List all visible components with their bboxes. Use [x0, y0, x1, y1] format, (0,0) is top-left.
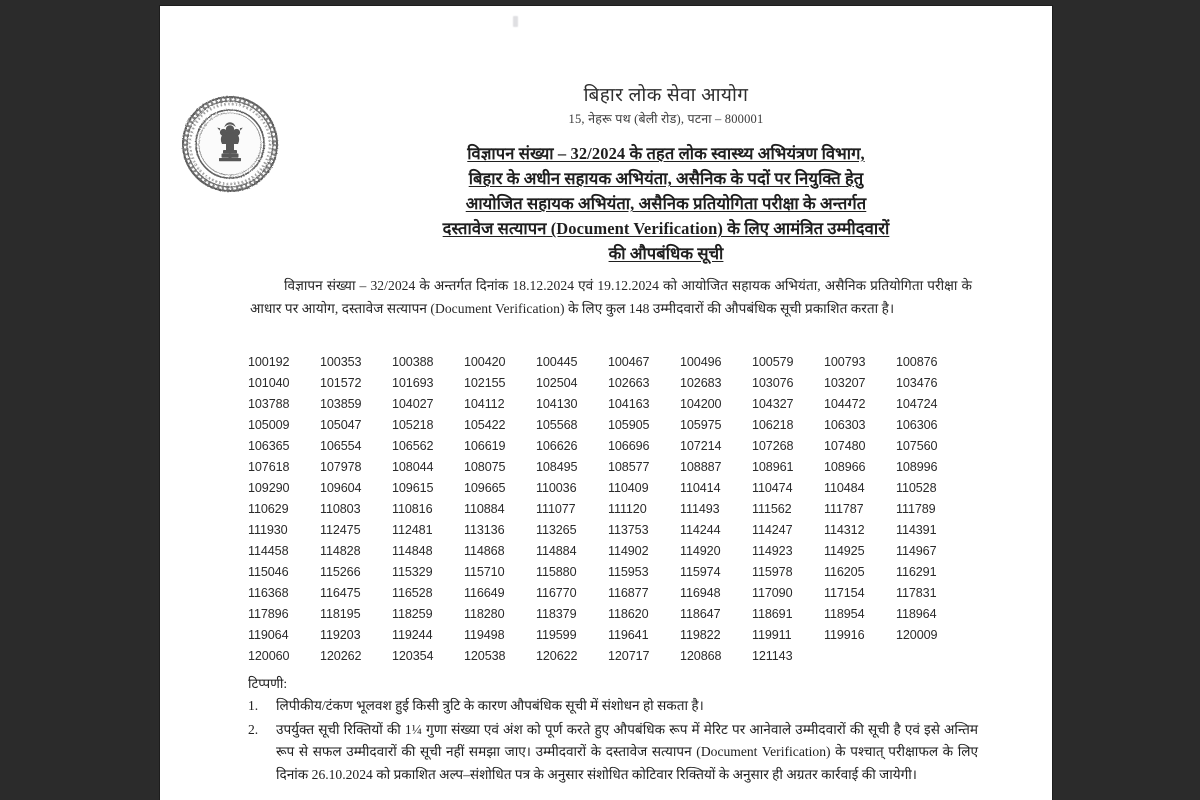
- roll-number: 100192: [248, 354, 290, 369]
- roll-number: 118964: [896, 606, 937, 621]
- roll-number: 104130: [536, 396, 578, 411]
- notes-section: [248, 674, 978, 787]
- roll-number: 104027: [392, 396, 434, 411]
- roll-number: 113136: [464, 522, 505, 537]
- roll-number: 116948: [680, 585, 721, 600]
- roll-number: 103207: [824, 375, 866, 390]
- roll-number: 111120: [608, 501, 647, 516]
- roll-number: 117831: [896, 585, 937, 600]
- roll-number: 100445: [536, 354, 578, 369]
- roll-number: 120354: [392, 648, 434, 663]
- roll-number: 106303: [824, 417, 866, 432]
- roll-number: 110474: [752, 480, 793, 495]
- roll-number: 119498: [464, 627, 505, 642]
- roll-number: 110803: [320, 501, 361, 516]
- note-text: उपर्युक्त सूची रिक्तियों की 1¼ गुणा संख्या एवं अंश को पूर्ण करते हुए औपबंधिक रूप में मेरिट पर आनेवाले उम्मीदवारों की सूची है एवं इसे अन्तिम रूप से सफल उम्मीदवारों की सूची नहीं समझा जाए। उम्मीदवारों के दस्तावेज सत्यापन (Document Verification) के पश्चात् परीक्षाफल के लिए दिनांक 26.10.2024 को प्रकाशित अल्प–संशोधित पत्र के अनुसार संशोधित कोटिवार रिक्तियों के अनुसार ही अग्रतर कार्रवाई की जायेगी।: [276, 721, 978, 782]
- roll-number: 119911: [752, 627, 792, 642]
- roll-number: 115046: [248, 564, 289, 579]
- roll-number: 105218: [392, 417, 434, 432]
- roll-number: 100388: [392, 354, 434, 369]
- roll-number: 111787: [824, 501, 864, 516]
- roll-number: 118620: [608, 606, 649, 621]
- roll-number-row: [248, 351, 978, 372]
- roll-number: 100353: [320, 354, 362, 369]
- roll-number: 118954: [824, 606, 865, 621]
- roll-number: 107480: [824, 438, 866, 453]
- roll-number: 118691: [752, 606, 793, 621]
- roll-number: 102683: [680, 375, 722, 390]
- roll-number: 119916: [824, 627, 865, 642]
- roll-number: 101572: [320, 375, 362, 390]
- roll-number: 116291: [896, 564, 937, 579]
- scan-artifact-speck: [513, 16, 518, 27]
- roll-number-row: [248, 393, 978, 414]
- roll-number-row: [248, 519, 978, 540]
- roll-number: 119599: [536, 627, 577, 642]
- roll-number: 120262: [320, 648, 362, 663]
- bpsc-seal-emblem-icon: [178, 92, 282, 196]
- roll-number: 120868: [680, 648, 722, 663]
- roll-number: 103788: [248, 396, 290, 411]
- roll-number: 106562: [392, 438, 434, 453]
- roll-number: 106619: [464, 438, 506, 453]
- roll-number: 111930: [248, 522, 288, 537]
- roll-number-row: [248, 540, 978, 561]
- roll-number: 103859: [320, 396, 362, 411]
- roll-number: 102155: [464, 375, 506, 390]
- notice-title-line-3: आयोजित सहायक अभियंता, असैनिक प्रतियोगिता परीक्षा के अन्तर्गत: [465, 193, 867, 213]
- note-text: लिपीकीय/टंकण भूलवश हुई किसी त्रुटि के कारण औपबंधिक सूची में संशोधन हो सकता है।: [276, 698, 704, 713]
- roll-number: 118280: [464, 606, 505, 621]
- roll-number: 107618: [248, 459, 290, 474]
- roll-number: 104200: [680, 396, 722, 411]
- roll-number: 116528: [392, 585, 433, 600]
- roll-number-row: [248, 624, 978, 645]
- roll-number: 104112: [464, 396, 505, 411]
- roll-number: 114920: [680, 543, 721, 558]
- roll-number: 112475: [320, 522, 361, 537]
- roll-number: 120009: [896, 627, 938, 642]
- roll-number: 110414: [680, 480, 721, 495]
- roll-number: 116205: [824, 564, 865, 579]
- organization-address: 15, नेहरू पथ (बेली रोड), पटना – 800001: [568, 111, 764, 126]
- roll-number: 120622: [536, 648, 578, 663]
- roll-number: 109665: [464, 480, 506, 495]
- roll-number: 117154: [824, 585, 865, 600]
- roll-number: 110036: [536, 480, 577, 495]
- emblem-container: [160, 84, 300, 196]
- roll-number: 119822: [680, 627, 721, 642]
- roll-number: 108887: [680, 459, 722, 474]
- roll-number: 104327: [752, 396, 794, 411]
- roll-number: 105047: [320, 417, 362, 432]
- note-item: [248, 695, 978, 718]
- roll-number: 105422: [464, 417, 506, 432]
- roll-number: 118259: [392, 606, 433, 621]
- roll-number: 118647: [680, 606, 721, 621]
- roll-number: 108966: [824, 459, 866, 474]
- roll-number: 118379: [536, 606, 577, 621]
- roll-number: 114902: [608, 543, 649, 558]
- roll-number: 111493: [680, 501, 720, 516]
- roll-number: 110409: [608, 480, 649, 495]
- roll-number: 106365: [248, 438, 290, 453]
- roll-number: 100579: [752, 354, 794, 369]
- note-item: [248, 719, 978, 787]
- organization-name: बिहार लोक सेवा आयोग: [583, 85, 749, 106]
- roll-number: 117896: [248, 606, 289, 621]
- roll-number: 116877: [608, 585, 649, 600]
- roll-number: 110528: [896, 480, 937, 495]
- roll-number: 121143: [752, 648, 793, 663]
- roll-number: 114967: [896, 543, 937, 558]
- roll-number: 113265: [536, 522, 577, 537]
- scanned-document-page: [160, 6, 1052, 800]
- roll-number: 120060: [248, 648, 290, 663]
- roll-number: 116649: [464, 585, 505, 600]
- roll-number: 100793: [824, 354, 866, 369]
- roll-number: 106554: [320, 438, 362, 453]
- roll-number: 114884: [536, 543, 577, 558]
- roll-number: 107560: [896, 438, 938, 453]
- roll-number-row: [248, 582, 978, 603]
- header-text-block: [300, 84, 1052, 266]
- note-number: 1.: [248, 698, 259, 713]
- note-number: 2.: [248, 721, 259, 737]
- roll-number: 119641: [608, 627, 649, 642]
- roll-number: 115710: [464, 564, 505, 579]
- roll-number: 119064: [248, 627, 289, 642]
- roll-number: 114925: [824, 543, 865, 558]
- roll-number: 103076: [752, 375, 794, 390]
- notice-title-line-1: विज्ञापन संख्या – 32/2024 के तहत लोक स्वास्थ्य अभियंत्रण विभाग,: [467, 143, 865, 163]
- roll-number: 104472: [824, 396, 866, 411]
- roll-number-row: [248, 561, 978, 582]
- roll-number-row: [248, 603, 978, 624]
- roll-number: 119203: [320, 627, 361, 642]
- roll-number: 108044: [392, 459, 434, 474]
- roll-number: 116475: [320, 585, 361, 600]
- roll-number: 112481: [392, 522, 433, 537]
- roll-number: 120717: [608, 648, 650, 663]
- roll-number: 110629: [248, 501, 289, 516]
- roll-number: 114391: [896, 522, 937, 537]
- document-header: [160, 84, 1052, 266]
- roll-number-list: [248, 351, 978, 666]
- roll-number: 110816: [392, 501, 433, 516]
- roll-number: 108961: [752, 459, 794, 474]
- roll-number: 101040: [248, 375, 290, 390]
- roll-number: 110484: [824, 480, 865, 495]
- roll-number: 105009: [248, 417, 290, 432]
- roll-number: 105905: [608, 417, 650, 432]
- roll-number: 106218: [752, 417, 794, 432]
- roll-number: 103476: [896, 375, 938, 390]
- roll-number: 109604: [320, 480, 362, 495]
- roll-number: 115953: [608, 564, 649, 579]
- roll-number: 115266: [320, 564, 361, 579]
- roll-number: 109615: [392, 480, 434, 495]
- roll-number: 120538: [464, 648, 506, 663]
- roll-number: 111077: [536, 501, 576, 516]
- roll-number: 108577: [608, 459, 650, 474]
- roll-number: 100420: [464, 354, 506, 369]
- roll-number: 114848: [392, 543, 433, 558]
- notice-title-line-5: की औपबंधिक सूची: [608, 244, 724, 264]
- roll-number: 118195: [320, 606, 361, 621]
- roll-number: 110884: [464, 501, 505, 516]
- roll-number: 106696: [608, 438, 650, 453]
- roll-number: 102504: [536, 375, 578, 390]
- roll-number-row: [248, 414, 978, 435]
- roll-number-row: [248, 372, 978, 393]
- roll-number: 105568: [536, 417, 578, 432]
- roll-number-row: [248, 498, 978, 519]
- roll-number: 115880: [536, 564, 577, 579]
- notice-title: [300, 141, 1032, 266]
- roll-number: 114247: [752, 522, 793, 537]
- roll-number: 102663: [608, 375, 650, 390]
- roll-number: 114312: [824, 522, 865, 537]
- roll-number: 119244: [392, 627, 433, 642]
- roll-number: 105975: [680, 417, 722, 432]
- roll-number: 100876: [896, 354, 938, 369]
- roll-number: 113753: [608, 522, 649, 537]
- roll-number: 114458: [248, 543, 289, 558]
- roll-number: 107268: [752, 438, 794, 453]
- roll-number-row: [248, 477, 978, 498]
- roll-number: 114828: [320, 543, 361, 558]
- notice-title-line-2: बिहार के अधीन सहायक अभियंता, असैनिक के पदों पर नियुक्ति हेतु: [468, 168, 864, 188]
- roll-number: 107214: [680, 438, 722, 453]
- roll-number: 111789: [896, 501, 936, 516]
- roll-number-row: [248, 435, 978, 456]
- roll-number: 115329: [392, 564, 433, 579]
- roll-number: 108075: [464, 459, 506, 474]
- roll-number: 116368: [248, 585, 289, 600]
- roll-number: 109290: [248, 480, 290, 495]
- roll-number: 108996: [896, 459, 938, 474]
- roll-number: 104163: [608, 396, 650, 411]
- roll-number: 114244: [680, 522, 721, 537]
- roll-number: 115978: [752, 564, 793, 579]
- roll-number: 115974: [680, 564, 721, 579]
- roll-number: 106306: [896, 417, 938, 432]
- roll-number: 114923: [752, 543, 793, 558]
- roll-number: 116770: [536, 585, 577, 600]
- roll-number: 100496: [680, 354, 722, 369]
- roll-number-row: [248, 645, 978, 666]
- roll-number: 107978: [320, 459, 362, 474]
- roll-number-row: [248, 456, 978, 477]
- roll-number: 104724: [896, 396, 938, 411]
- notes-list: [248, 695, 978, 786]
- roll-number: 100467: [608, 354, 650, 369]
- notice-title-line-4: दस्तावेज सत्यापन (Document Verification) के लिए आमंत्रित उम्मीदवारों: [442, 218, 890, 238]
- roll-number: 101693: [392, 375, 434, 390]
- roll-number: 108495: [536, 459, 578, 474]
- roll-number: 106626: [536, 438, 578, 453]
- notes-heading: टिप्पणी:: [248, 676, 288, 691]
- roll-number: 117090: [752, 585, 793, 600]
- roll-number: 111562: [752, 501, 792, 516]
- roll-number: 114868: [464, 543, 505, 558]
- intro-paragraph: विज्ञापन संख्या – 32/2024 के अन्तर्गत दिनांक 18.12.2024 एवं 19.12.2024 को आयोजित सहायक अभियंता, असैनिक प्रतियोगिता परीक्षा के आधार पर आयोग, दस्तावेज सत्यापन (Document Verification) के लिए कुल 148 उम्मीदवारों की औपबंधिक सूची प्रकाशित करता है।: [250, 278, 972, 317]
